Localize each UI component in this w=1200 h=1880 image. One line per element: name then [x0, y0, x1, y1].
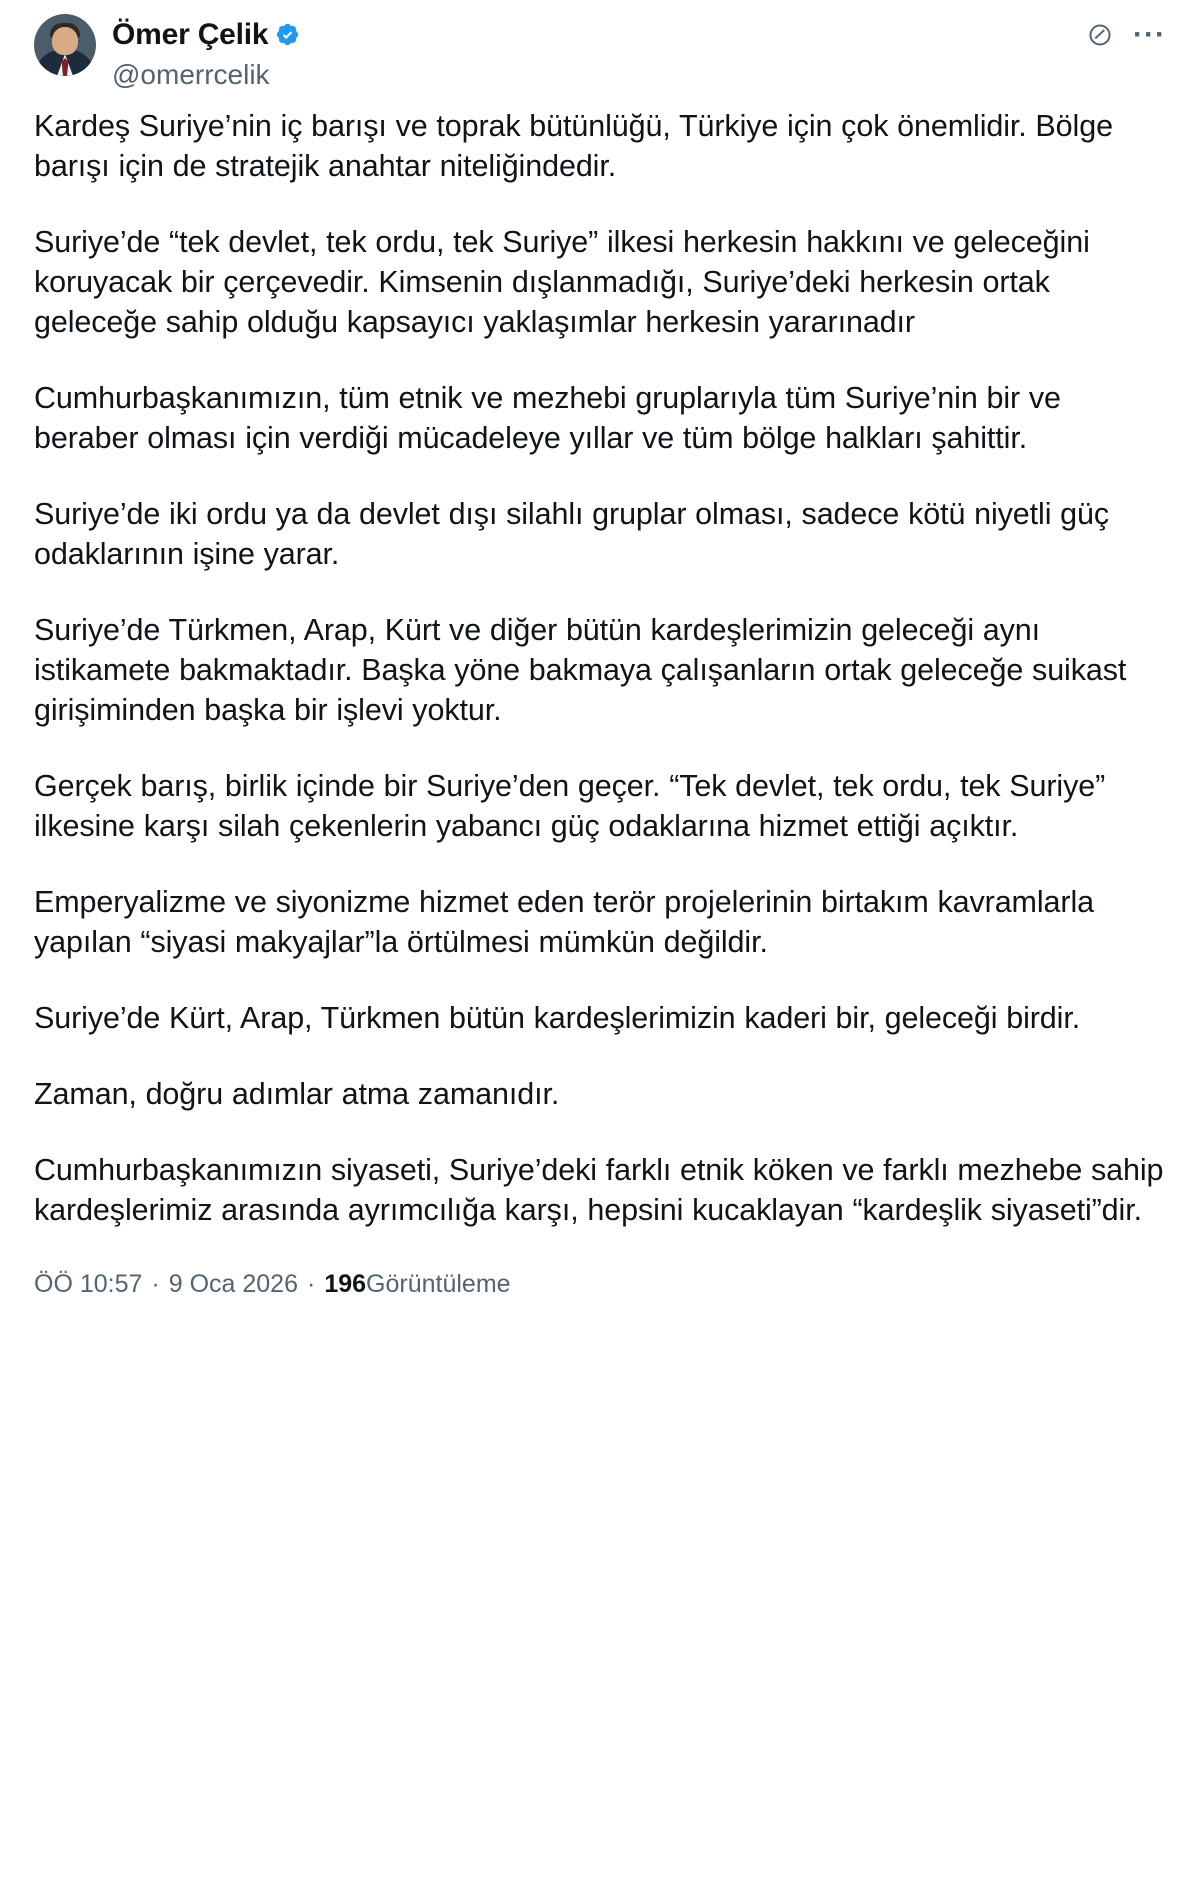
tweet-text [34, 98, 1166, 1230]
author-name-row [112, 16, 300, 54]
tweet-paragraph: Cumhurbaşkanımızın siyaseti, Suriye’deki farklı etnik köken ve farklı mezhebe sahip kardeşlerimiz arasında ayrımcılığa karşı, hepsini kucaklayan “kardeşlik siyaseti”dir. [34, 1152, 1164, 1227]
tweet-metadata [34, 1270, 1166, 1323]
tweet-paragraph: Kardeş Suriye’nin iç barışı ve toprak bütünlüğü, Türkiye için çok önemlidir. Bölge barışı için de stratejik anahtar niteliğindedir. [34, 108, 1113, 183]
tweet-paragraph: Zaman, doğru adımlar atma zamanıdır. [34, 1076, 560, 1111]
post-date: 9 Oca 2026 [168, 1269, 298, 1298]
tweet-paragraph: Gerçek barış, birlik içinde bir Suriye’den geçer. “Tek devlet, tek ordu, tek Suriye” ilkesine karşı silah çekenlerin yabancı güç odaklarına hizmet ettiği açıktır. [34, 768, 1106, 843]
views-count[interactable]: 196 [324, 1269, 367, 1298]
metadata-separator: · [151, 1269, 160, 1298]
grok-icon[interactable] [1087, 22, 1113, 48]
author-handle[interactable]: @omerrcelik [112, 58, 270, 90]
tweet-paragraph: Suriye’de iki ordu ya da devlet dışı silahlı gruplar olması, sadece kötü niyetli güç odaklarının işine yarar. [34, 496, 1110, 571]
avatar[interactable] [34, 14, 96, 76]
verified-badge-icon [275, 22, 300, 47]
more-options-icon[interactable]: ··· [1133, 18, 1166, 51]
tweet-paragraph: Suriye’de Türkmen, Arap, Kürt ve diğer bütün kardeşlerimizin geleceği aynı istikamete bakmaktadır. Başka yöne bakmaya çalışanların ortak geleceğe suikast girişiminden başka bir işlevi yoktur. [34, 612, 1127, 727]
author-block [112, 14, 300, 92]
header-actions [1087, 14, 1166, 51]
tweet-paragraph: Emperyalizme ve siyonizme hizmet eden terör projelerinin birtakım kavramlarla yapılan “siyasi makyajlar”la örtülmesi mümkün değildir. [34, 884, 1094, 959]
tweet-paragraph: Suriye’de Kürt, Arap, Türkmen bütün kardeşlerimizin kaderi bir, geleceği birdir. [34, 1000, 1081, 1035]
tweet-paragraph: Cumhurbaşkanımızın, tüm etnik ve mezhebi gruplarıyla tüm Suriye’nin bir ve beraber olması için verdiği mücadeleye yıllar ve tüm bölge halkları şahittir. [34, 380, 1061, 455]
tweet-header [34, 14, 1166, 98]
post-time: ÖÖ 10:57 [34, 1269, 143, 1298]
author-display-name[interactable]: Ömer Çelik [112, 18, 269, 51]
metadata-separator: · [307, 1269, 316, 1298]
avatar-face [52, 27, 78, 55]
tweet-paragraph: Suriye’de “tek devlet, tek ordu, tek Suriye” ilkesi herkesin hakkını ve geleceğini koruyacak bir çerçevedir. Kimsenin dışlanmadığı, Suriye’deki herkesin ortak geleceğe sahip olduğu kapsayıcı yaklaşımlar herkesin yararınadır [34, 224, 1090, 339]
views-label[interactable]: Görüntüleme [366, 1269, 511, 1298]
